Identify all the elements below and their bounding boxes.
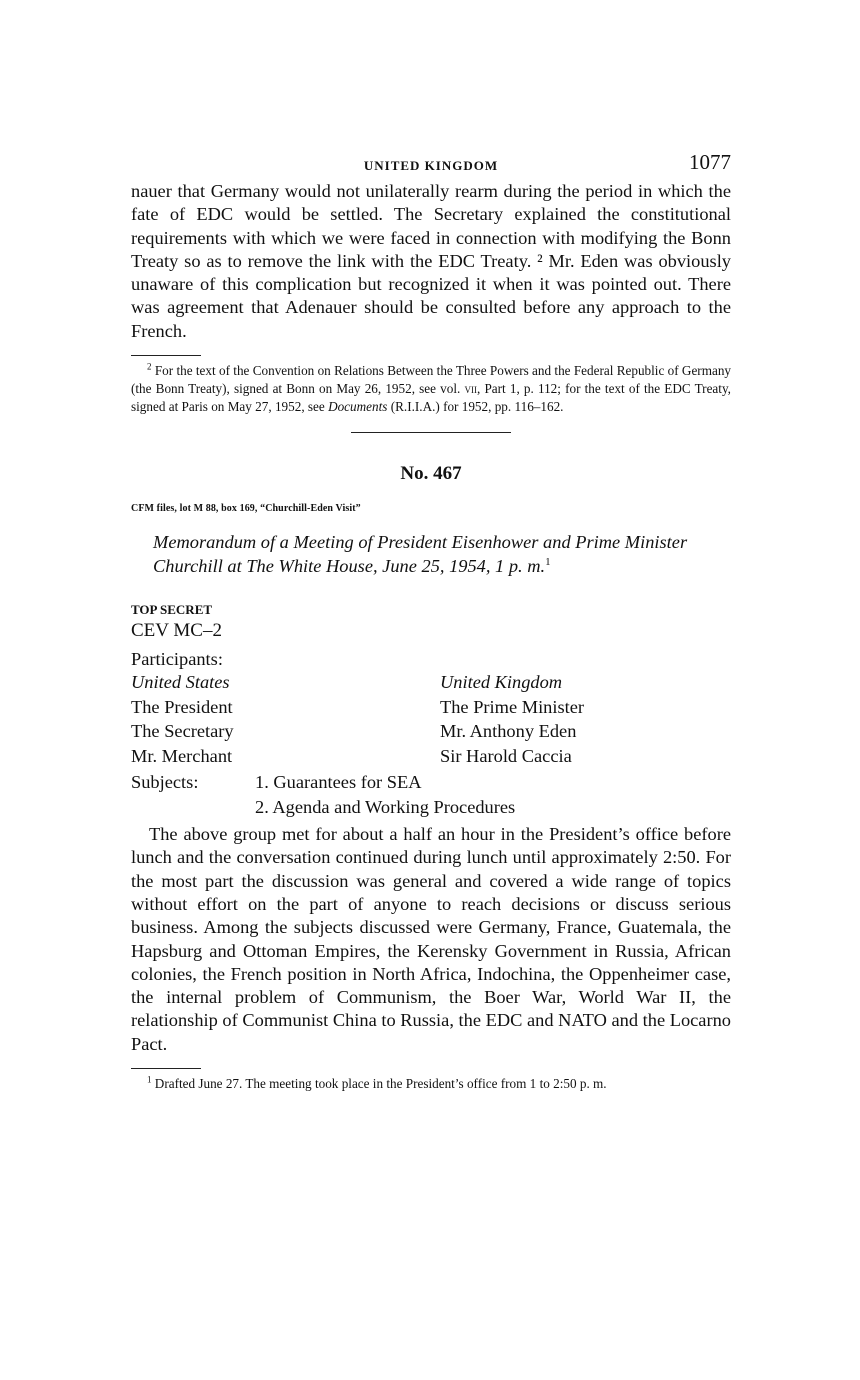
uk-participant: Mr. Anthony Eden (440, 721, 577, 742)
participants-label: Participants: (131, 649, 223, 670)
subjects-list (255, 770, 731, 819)
us-participant: The President (131, 696, 233, 717)
footnote-divider (131, 355, 201, 356)
us-participant: The Secretary (131, 721, 234, 742)
uk-heading: United Kingdom (440, 672, 563, 693)
body-paragraph: The above group met for about a half an hour in the President’s office before lunch and the conversation continued during lunch until approximately 2:50. For the most part the discussion was general and covered a wide range of topics without effort on the part of anyone to reach decisions or discuss serious business. Among the subjects discussed were Germany, France, Guatemala, the Hapsburg and Ottoman Empires, the Kerensky Government in Russia, African colonies, the French position in North Africa, Indochina, the Oppenheimer case, the internal problem of Communism, the Boer War, World War II, the relationship of Communist China to Russia, the EDC and NATO and the Locarno Pact. (131, 824, 731, 1054)
running-head (131, 150, 731, 180)
subject-item: 2. Agenda and Working Procedures (255, 796, 516, 817)
uk-participant: Sir Harold Caccia (440, 745, 572, 766)
classification-label: TOP SECRET (131, 602, 213, 618)
document-title (153, 530, 731, 578)
intro-paragraph: nauer that Germany would not unilaterally rearm during the period in which the fate of EDC would be settled. The Secretary explained the constitutional requirements with which we were faced in connection with modifying the Bonn Treaty so as to remove the link with the EDC Treaty. ² Mr. Eden was obviously unaware of this complication but recognized it when it was pointed out. There was agreement that Adenauer should be consulted before any approach to the French. (131, 181, 731, 341)
footnote-2 (131, 362, 731, 416)
source-note: CFM files, lot M 88, box 169, “Churchill-Eden Visit” (131, 503, 361, 515)
participants-table (131, 670, 731, 768)
footnote-divider (131, 1068, 201, 1069)
footnote-1-mark: 1 (147, 1074, 152, 1085)
subjects-block (131, 770, 731, 819)
footnote-2-text-3: (R.I.I.A.) for 1952, pp. 116–162. (387, 399, 564, 415)
subject-item: 1. Guarantees for SEA (255, 772, 422, 793)
document-code: CEV MC–2 (131, 620, 222, 642)
running-title: UNITED KINGDOM (363, 158, 499, 173)
section-divider (351, 432, 511, 433)
footnote-2-volume: vii (464, 381, 477, 397)
title-note-mark: 1 (545, 555, 551, 568)
us-participant: Mr. Merchant (131, 745, 233, 766)
page-number: 1077 (689, 150, 731, 174)
footnote-1-text: Drafted June 27. The meeting took place in the President’s office from 1 to 2:50 p. m. (154, 1076, 607, 1092)
document-number: No. 467 (400, 463, 462, 485)
subjects-label: Subjects: (131, 772, 199, 793)
footnote-1 (131, 1075, 731, 1093)
us-heading: United States (131, 672, 230, 693)
footnote-2-text-1: For the text of the Convention on Relations Between the Three Powers and the Federal Republic of Germany (the Bonn Treaty), signed at Bonn on May 26, 1952, see vol. (131, 363, 731, 397)
uk-participant: The Prime Minister (440, 696, 585, 717)
document-page (131, 150, 731, 1093)
footnote-2-mark: 2 (147, 361, 152, 372)
footnote-2-text-2: , Part 1, p. 112; for the text of the EDC Treaty, signed at Paris on May 27, 1952, see (131, 381, 731, 415)
document-title-text: Memorandum of a Meeting of President Eisenhower and Prime Minister Churchill at The White House, June 25, 1954, 1 p. m. (153, 532, 688, 577)
footnote-2-italic: Documents (328, 399, 388, 415)
